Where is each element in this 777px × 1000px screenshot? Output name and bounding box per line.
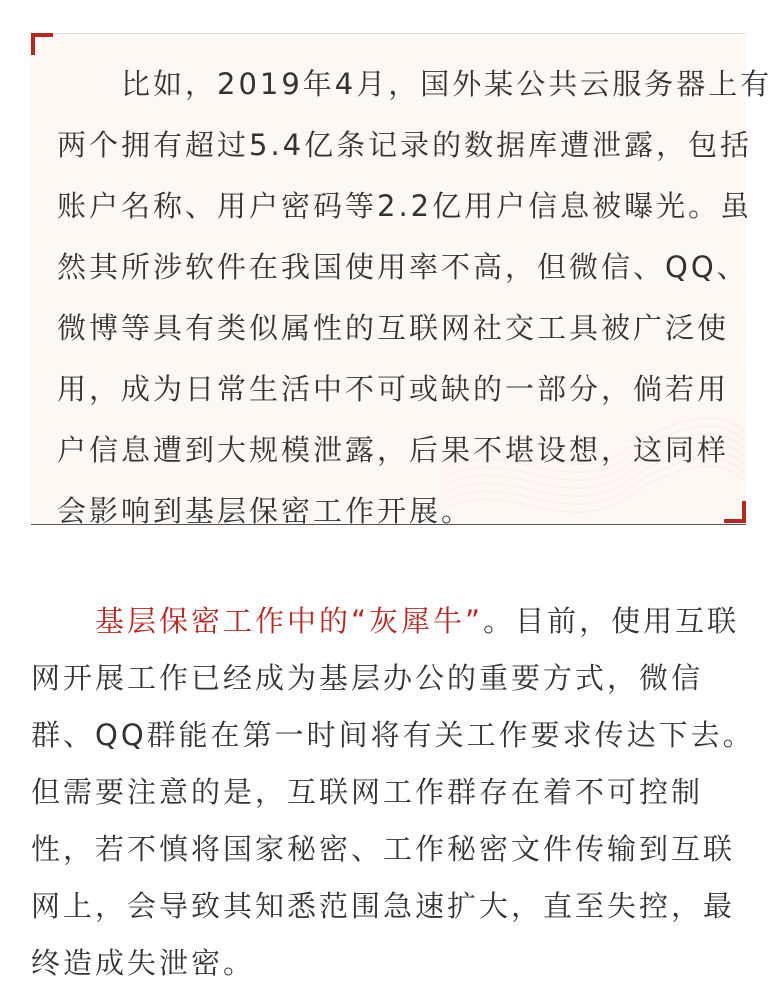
quote-line: 用，成为日常生活中不可或缺的一部分，倘若用 [57, 372, 730, 406]
body-line: 性，若不慎将国家秘密、工作秘密文件传输到互联 [31, 832, 736, 866]
quote-paragraph [57, 63, 773, 528]
quote-line: 户信息遭到大规模泄露，后果不堪设想，这同样 [57, 433, 730, 467]
corner-bracket-top-left [31, 33, 53, 55]
quote-line: 微博等具有类似属性的互联网社交工具被广泛使 [57, 311, 730, 345]
body-line-first [31, 600, 739, 642]
section-heading-highlight: 基层保密工作中的“灰犀牛” [31, 604, 484, 638]
body-line: 但需要注意的是，互联网工作群存在着不可控制 [31, 775, 704, 809]
quote-line: 两个拥有超过5.4亿条记录的数据库遭泄露，包括 [57, 128, 753, 162]
body-line: 群、QQ群能在第一时间将有关工作要求传达下去。 [31, 718, 755, 752]
quote-line: 会影响到基层保密工作开展。 [57, 494, 474, 528]
quote-line: 账户名称、用户密码等2.2亿用户信息被曝光。虽 [57, 189, 753, 223]
corner-bracket-bottom-right [724, 501, 746, 523]
body-line: 网上，会导致其知悉范围急速扩大，直至失控，最 [31, 889, 736, 923]
body-line: 终造成失泄密。 [31, 946, 256, 980]
quote-line: 然其所涉软件在我国使用率不高，但微信、QQ、 [57, 250, 749, 284]
body-line-rest: 。目前，使用互联 [483, 604, 740, 638]
body-paragraph [31, 600, 761, 990]
quote-line: 比如，2019年4月，国外某公共云服务器上有 [57, 67, 773, 101]
body-line: 网开展工作已经成为基层办公的重要方式，微信 [31, 661, 704, 695]
